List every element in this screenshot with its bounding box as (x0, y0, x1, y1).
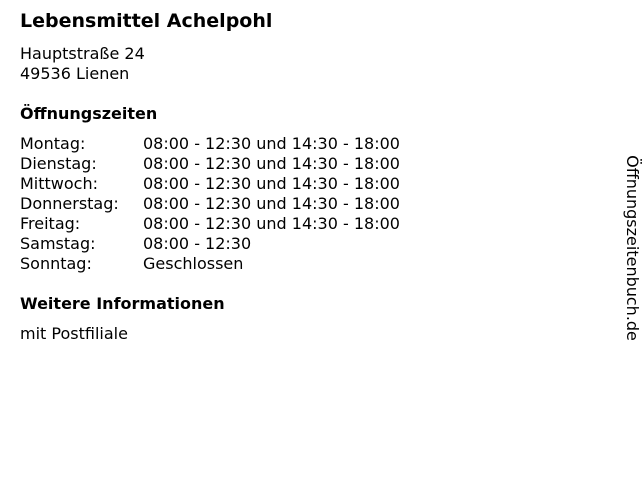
day-label: Dienstag: (20, 154, 97, 173)
hours-row-thursday (20, 194, 400, 214)
day-label: Mittwoch: (20, 174, 98, 193)
additional-info-heading: Weitere Informationen (20, 294, 225, 313)
hours-row-monday (20, 134, 400, 154)
hours-row-saturday (20, 234, 400, 254)
time-value: 08:00 - 12:30 und 14:30 - 18:00 (143, 194, 400, 213)
time-value: 08:00 - 12:30 (143, 234, 252, 253)
shop-title: Lebensmittel Achelpohl (20, 10, 273, 32)
time-value: 08:00 - 12:30 und 14:30 - 18:00 (143, 154, 400, 173)
hours-row-wednesday (20, 174, 400, 194)
time-value: 08:00 - 12:30 und 14:30 - 18:00 (143, 174, 400, 193)
day-label: Samstag: (20, 234, 96, 253)
hours-row-friday (20, 214, 400, 234)
address-street: Hauptstraße 24 (20, 44, 145, 63)
shop-address (20, 44, 145, 84)
hours-row-sunday (20, 254, 400, 274)
hours-row-tuesday (20, 154, 400, 174)
additional-info-text: mit Postfiliale (20, 324, 128, 343)
day-label: Freitag: (20, 214, 81, 233)
opening-hours-heading: Öffnungszeiten (20, 104, 158, 123)
day-label: Donnerstag: (20, 194, 119, 213)
site-watermark: Öffnungszeitenbuch.de (623, 155, 642, 341)
opening-hours-table (20, 134, 400, 274)
address-city: 49536 Lienen (20, 64, 130, 83)
time-value: Geschlossen (143, 254, 244, 273)
time-value: 08:00 - 12:30 und 14:30 - 18:00 (143, 134, 400, 153)
time-value: 08:00 - 12:30 und 14:30 - 18:00 (143, 214, 400, 233)
day-label: Montag: (20, 134, 86, 153)
day-label: Sonntag: (20, 254, 92, 273)
